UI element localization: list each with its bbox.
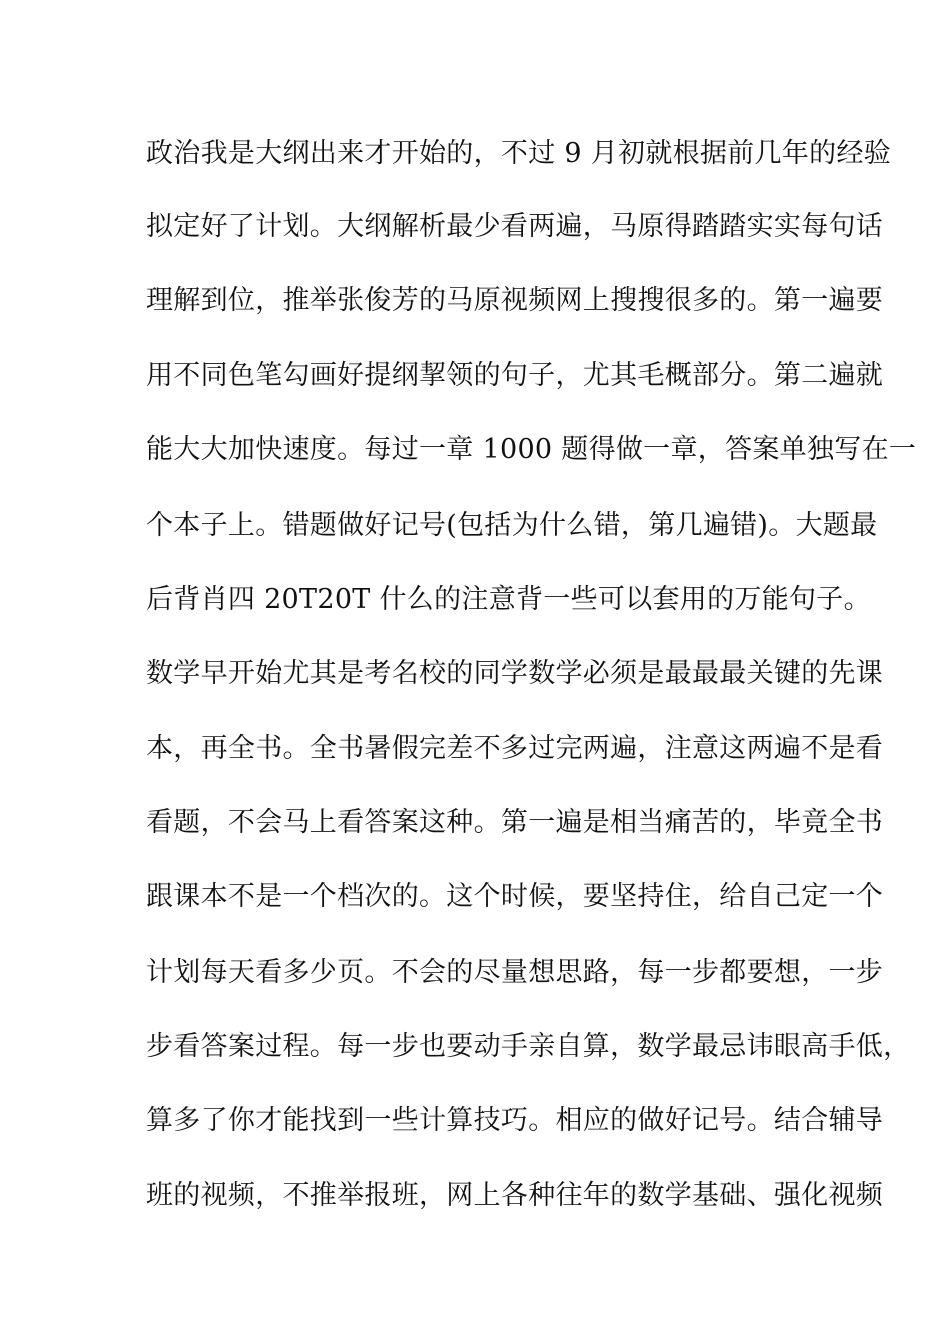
text-line: 政治我是大纲出来才开始的，不过 9 月初就根据前几年的经验 bbox=[146, 138, 892, 169]
text-line: 本，再全书。全书暑假完差不多过完两遍，注意这两遍不是看 bbox=[146, 733, 884, 764]
text-line: 个本子上。错题做好记号(包括为什么错，第几遍错)。大题最 bbox=[146, 510, 878, 541]
text-line: 步看答案过程。每一步也要动手亲自算，数学最忌讳眼高手低， bbox=[146, 1031, 911, 1062]
text-line: 后背肖四 20T20T 什么的注意背一些可以套用的万能句子。 bbox=[146, 584, 871, 615]
text-line: 用不同色笔勾画好提纲挈领的句子，尤其毛概部分。第二遍就 bbox=[146, 360, 884, 391]
text-line: 跟课本不是一个档次的。这个时候，要坚持住，给自己定一个 bbox=[146, 881, 884, 912]
text-line: 数学早开始尤其是考名校的同学数学必须是最最最关键的先课 bbox=[146, 658, 884, 689]
text-line: 能大大加快速度。每过一章 1000 题得做一章，答案单独写在一 bbox=[146, 434, 917, 465]
text-line: 算多了你才能找到一些计算技巧。相应的做好记号。结合辅导 bbox=[146, 1105, 884, 1136]
text-line: 理解到位，推举张俊芳的马原视频网上搜搜很多的。第一遍要 bbox=[146, 285, 884, 316]
text-line: 计划每天看多少页。不会的尽量想思路，每一步都要想，一步 bbox=[146, 957, 884, 988]
text-line: 看题，不会马上看答案这种。第一遍是相当痛苦的，毕竟全书 bbox=[146, 807, 884, 838]
text-line: 班的视频，不推举报班，网上各种往年的数学基础、强化视频 bbox=[146, 1180, 884, 1211]
text-line: 拟定好了计划。大纲解析最少看两遍，马原得踏踏实实每句话 bbox=[146, 211, 884, 242]
